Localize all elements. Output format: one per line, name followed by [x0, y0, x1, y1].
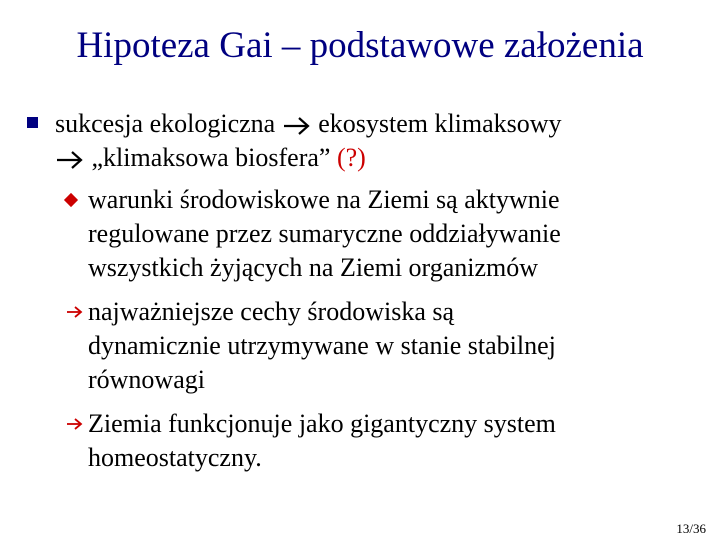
square-bullet-icon	[27, 117, 38, 128]
slide-page-number: 13/36	[676, 521, 706, 536]
sub-bullet-1-line-3: wszystkich żyjących na Ziemi organizmów	[88, 253, 539, 282]
arrow-right-icon	[282, 115, 312, 137]
sub-bullet-3-line-1: Ziemia funkcjonuje jako gigantyczny system	[88, 409, 556, 438]
main-bullet-line-1	[55, 109, 562, 139]
sub-bullet-1-line-1: warunki środowiskowe na Ziemi są aktywnie	[88, 185, 560, 214]
sub-bullet-2-line-1: najważniejsze cechy środowiska są	[88, 297, 455, 326]
main-bullet-line-2	[55, 143, 366, 173]
arrow-right-icon	[66, 305, 83, 319]
diamond-bullet-icon	[64, 193, 78, 207]
sub-bullet-3-line-2: homeostatyczny.	[88, 443, 262, 472]
question-mark-note: (?)	[336, 143, 366, 172]
sub-bullet-1-line-2: regulowane przez sumaryczne oddziaływanie	[88, 219, 561, 248]
slide-title: Hipoteza Gai – podstawowe założenia	[76, 25, 644, 66]
arrow-right-icon	[66, 417, 83, 431]
main-bullet-text-part2: ekosystem klimaksowy	[318, 109, 562, 138]
main-bullet-text-line2: „klimaksowa biosfera”	[91, 143, 337, 172]
arrow-right-icon	[55, 149, 85, 171]
main-bullet-text-part1: sukcesja ekologiczna	[55, 109, 276, 138]
sub-bullet-2-line-3: równowagi	[88, 365, 205, 394]
sub-bullet-2-line-2: dynamicznie utrzymywane w stanie stabilnej	[88, 331, 556, 360]
